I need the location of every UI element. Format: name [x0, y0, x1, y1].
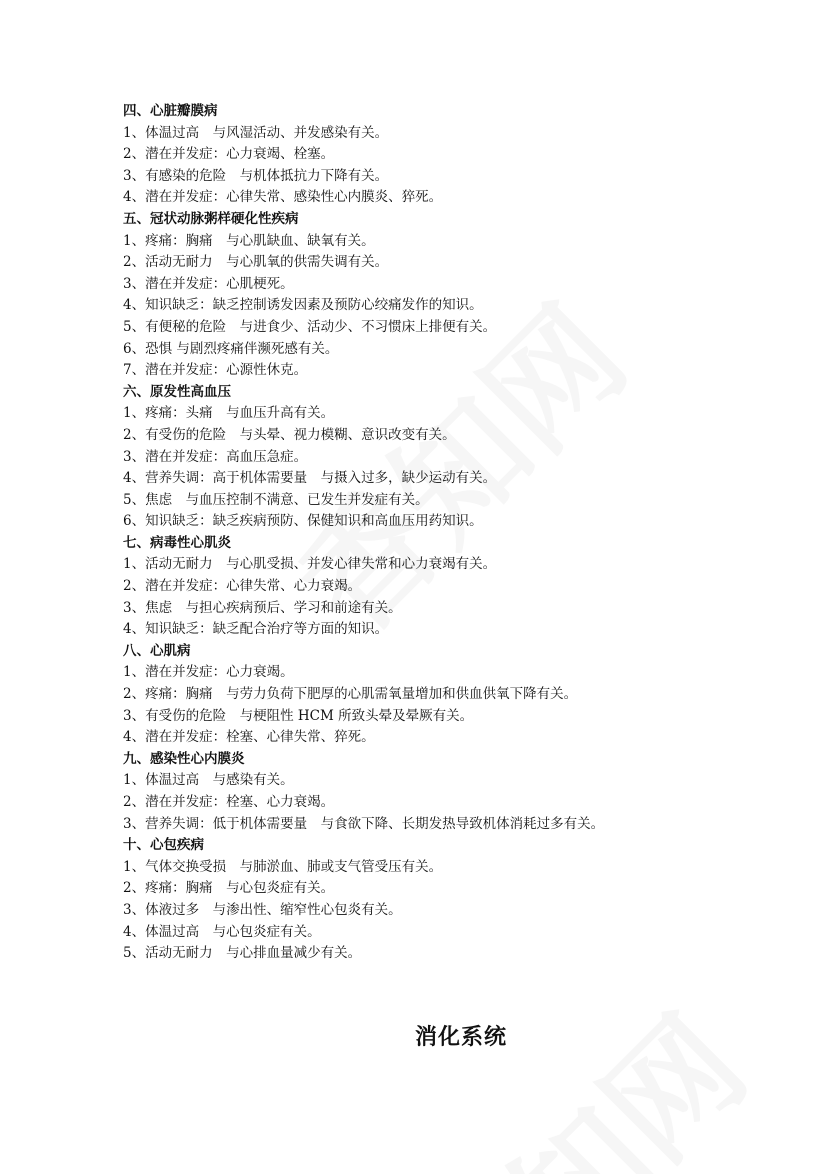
list-item: 4、营养失调：高于机体需要量 与摄入过多，缺少运动有关。 [123, 470, 497, 487]
list-item: 3、营养失调：低于机体需要量 与食欲下降、长期发热导致机体消耗过多有关。 [123, 815, 605, 832]
list-item: 4、知识缺乏：缺乏配合治疗等方面的知识。 [123, 621, 389, 638]
section-heading: 七、病毒性心肌炎 [123, 534, 231, 551]
list-item: 6、恐惧 与剧烈疼痛伴濒死感有关。 [123, 340, 339, 357]
chapter-title: 消化系统 [415, 1024, 508, 1050]
list-item: 1、体温过高 与风湿活动、并发感染有关。 [123, 124, 389, 141]
list-item: 2、疼痛：胸痛 与心包炎症有关。 [123, 880, 335, 897]
section-heading: 十、心包疾病 [123, 837, 204, 854]
list-item: 3、潜在并发症：高血压急症。 [123, 448, 308, 465]
list-item: 1、疼痛：头痛 与血压升高有关。 [123, 405, 335, 422]
list-item: 3、潜在并发症：心肌梗死。 [123, 275, 294, 292]
list-item: 4、潜在并发症：栓塞、心律失常、猝死。 [123, 729, 375, 746]
section-heading: 六、原发性高血压 [123, 383, 231, 400]
list-item: 1、疼痛：胸痛 与心肌缺血、缺氧有关。 [123, 232, 375, 249]
list-item: 5、有便秘的危险 与进食少、活动少、不习惯床上排便有关。 [123, 318, 497, 335]
list-item: 2、活动无耐力 与心肌氧的供需失调有关。 [123, 254, 389, 271]
section-heading: 八、心肌病 [123, 642, 191, 659]
list-item: 1、活动无耐力 与心肌受损、并发心律失常和心力衰竭有关。 [123, 556, 497, 573]
list-item: 3、有感染的危险 与机体抵抗力下降有关。 [123, 167, 389, 184]
section-heading: 四、心脏瓣膜病 [123, 103, 218, 119]
list-item: 4、潜在并发症：心律失常、感染性心内膜炎、猝死。 [123, 189, 443, 206]
list-item: 3、焦虑 与担心疾病预后、学习和前途有关。 [123, 599, 402, 616]
list-item: 4、知识缺乏：缺乏控制诱发因素及预防心绞痛发作的知识。 [123, 297, 483, 314]
list-item: 1、潜在并发症：心力衰竭。 [123, 664, 294, 681]
section-heading: 九、感染性心内膜炎 [123, 750, 245, 767]
list-item: 3、体液过多 与渗出性、缩窄性心包炎有关。 [123, 901, 402, 918]
list-item: 5、活动无耐力 与心排血量减少有关。 [123, 945, 362, 962]
section-heading: 五、冠状动脉粥样硬化性疾病 [123, 210, 299, 227]
list-item: 2、潜在并发症：栓塞、心力衰竭。 [123, 794, 335, 810]
list-item: 5、焦虑 与血压控制不满意、已发生并发症有关。 [123, 491, 429, 508]
list-item: 3、有受伤的危险 与梗阻性 HCM 所致头晕及晕厥有关。 [123, 707, 474, 724]
list-item: 7、潜在并发症：心源性休克。 [123, 362, 308, 379]
watermark [371, 969, 779, 1174]
list-item: 1、体温过高 与感染有关。 [123, 772, 294, 789]
document-body [123, 101, 763, 965]
list-item: 6、知识缺乏：缺乏疾病预防、保健知识和高血压用药知识。 [123, 513, 483, 530]
list-item: 4、体温过高 与心包炎症有关。 [123, 923, 321, 940]
list-item: 2、潜在并发症：心力衰竭、栓塞。 [123, 146, 335, 163]
list-item: 1、气体交换受损 与肺淤血、肺或支气管受压有关。 [123, 858, 443, 875]
list-item: 2、潜在并发症：心律失常、心力衰竭。 [123, 578, 362, 595]
list-item: 2、疼痛：胸痛 与劳力负荷下肥厚的心肌需氧量增加和供血供氧下降有关。 [123, 686, 578, 703]
list-item: 2、有受伤的危险 与头晕、视力模糊、意识改变有关。 [123, 426, 456, 443]
